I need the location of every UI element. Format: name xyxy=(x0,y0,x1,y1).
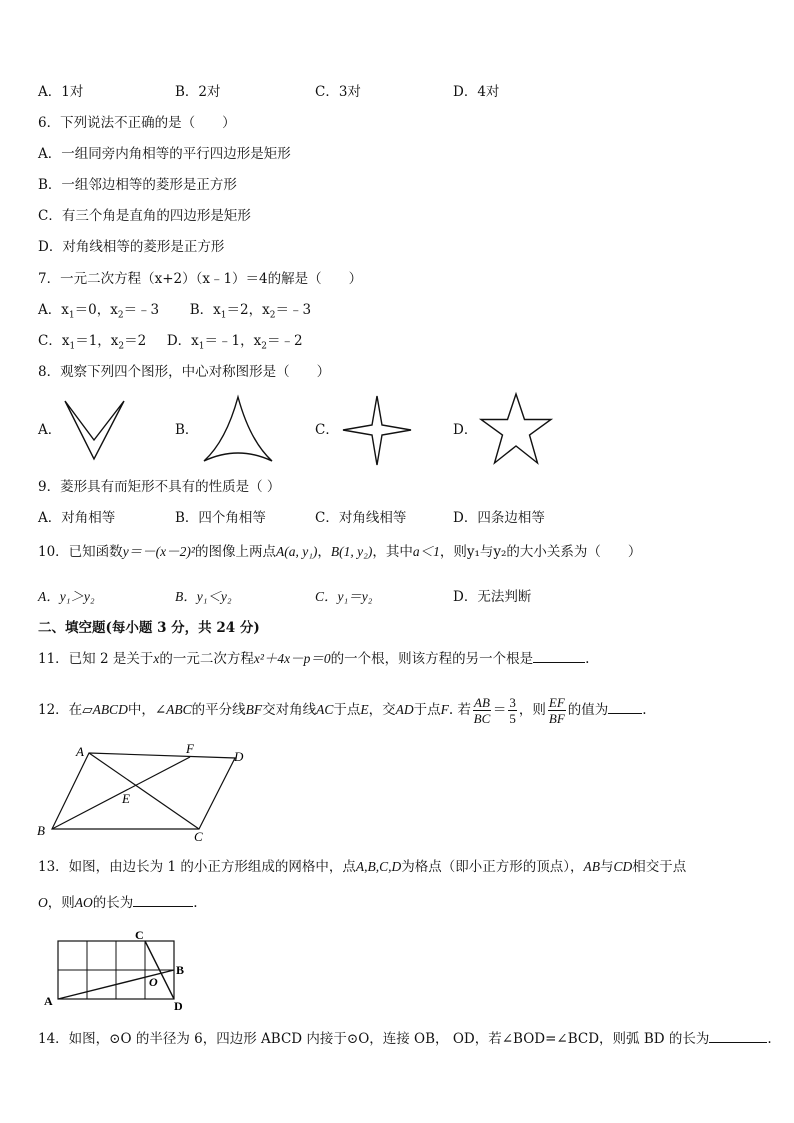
q12-answer-blank[interactable] xyxy=(608,701,642,714)
q7-option-b: B．$x_1=2$，$x_2=﹣3$ xyxy=(189,302,312,321)
q10-option-a: A．y₁＞y₂ xyxy=(38,589,95,604)
q9-option-a: A．对角相等 xyxy=(38,510,116,526)
q6-option-b: B．一组邻边相等的菱形是正方形 xyxy=(38,177,237,193)
q13-label-c: C xyxy=(135,928,144,942)
q8-figure-c-four-point-star xyxy=(338,393,416,468)
q8-label-b: B． xyxy=(175,422,199,438)
q10-stem: 10．已知函数y＝－(x－2)²的图像上两点A(a, y₁)，B(1, y₂)，其中a＜1，则y₁与y₂的大小关系为（ ） xyxy=(38,544,642,560)
q5-option-a: A．1对 xyxy=(38,84,84,100)
q13-label-b: B xyxy=(176,963,185,977)
q9-option-b: B．四个角相等 xyxy=(175,510,266,526)
q5-option-c: C．3对 xyxy=(315,84,361,100)
q8-label-a: A． xyxy=(38,422,62,438)
q8-figure-a-chevron xyxy=(60,396,130,468)
q13-answer-blank[interactable] xyxy=(133,894,193,907)
q10-function: y＝－(x－2)² xyxy=(122,544,195,559)
q7-options-row2 xyxy=(38,332,303,356)
q11-stem: 11．已知 2 是关于x的一元二次方程x²＋4x－p＝0的一个根，则该方程的另一个根是 . xyxy=(38,651,590,667)
q5-option-d: D．4对 xyxy=(453,84,500,100)
q10-condition: a＜1 xyxy=(412,544,440,559)
q11-equation: x²＋4x－p＝0 xyxy=(253,651,331,666)
q8-stem: 8．观察下列四个图形，中心对称图形是（ ） xyxy=(38,364,331,380)
q12-stem: 12．在▱ABCD中，∠ABC的平分线BF交对角线AC于点E，交AD于点F. 若 $\frac{AB}{BC}$ ＝ $\frac{3}{5}$ ，则 $\frac{EF}{BF}$ 的值为 . xyxy=(38,695,647,726)
q12-label-c: C xyxy=(194,829,203,844)
q12-label-b: B xyxy=(37,823,45,838)
q9-stem: 9．菱形具有而矩形不具有的性质是（ ） xyxy=(38,479,281,495)
q12-label-a: A xyxy=(76,744,84,759)
q13-grid-figure xyxy=(36,928,196,1012)
q6-option-a: A．一组同旁内角相等的平行四边形是矩形 xyxy=(38,146,291,162)
q6-option-d: D．对角线相等的菱形是正方形 xyxy=(38,239,225,255)
q12-fraction-ef-bf: $\frac{EF}{BF}$ xyxy=(548,695,565,726)
q12-fraction-ab-bc: $\frac{AB}{BC}$ xyxy=(473,695,491,726)
q7-option-d: D．$x_1=﹣1$，$x_2=﹣2$ xyxy=(166,333,303,352)
section-2-heading: 二、填空题(每小题 3 分，共 24 分) xyxy=(38,620,260,636)
q12-label-f: F xyxy=(186,741,194,756)
q8-label-d: D． xyxy=(453,422,478,438)
q9-option-c: C．对角线相等 xyxy=(315,510,407,526)
q8-figure-d-five-point-star xyxy=(478,391,556,469)
q8-figure-b-curved-triangle xyxy=(198,393,278,468)
q10-point-b: B(1, y₂) xyxy=(330,544,373,559)
q8-label-c: C． xyxy=(315,422,339,438)
q7-stem: 7．一元二次方程（x+2）（x﹣1）＝4的解是（ ） xyxy=(38,271,363,287)
q9-option-d: D．四条边相等 xyxy=(453,510,545,526)
q7-option-a: A．$x_1=0$，$x_2=﹣3$ xyxy=(38,302,160,321)
q7-options-row1 xyxy=(38,301,311,325)
q13-stem-line1: 13．如图，由边长为 1 的小正方形组成的网格中，点A,B,C,D为格点（即小正方形的顶点），AB与CD相交于点 xyxy=(38,859,687,875)
q6-stem: 6．下列说法不正确的是（ ） xyxy=(38,115,236,131)
q13-label-a: A xyxy=(44,994,53,1008)
q10-point-a: A(a, y₁) xyxy=(275,544,318,559)
q10-option-b: B．y₁＜y₂ xyxy=(175,589,232,604)
q12-parallelogram-figure xyxy=(32,738,262,846)
q14-stem: 14．如图，⊙O 的半径为 6，四边形 ABCD 内接于⊙O，连接 OB， OD，若∠BOD=∠BCD，则弧 BD 的长为 . xyxy=(38,1031,772,1047)
q6-option-c: C．有三个角是直角的四边形是矩形 xyxy=(38,208,251,224)
q12-label-e: E xyxy=(122,791,130,806)
q11-answer-blank[interactable] xyxy=(533,650,585,663)
q14-answer-blank[interactable] xyxy=(709,1030,767,1043)
q13-label-o: O xyxy=(149,975,158,989)
q10-option-c: C．y₁＝y₂ xyxy=(315,589,373,604)
q10-option-d: D．无法判断 xyxy=(453,589,532,605)
q12-fraction-3-5: $\frac{3}{5}$ xyxy=(509,695,516,726)
q13-stem-line2: O，则AO的长为 . xyxy=(38,895,198,911)
q12-label-d: D xyxy=(234,749,244,764)
q13-label-d: D xyxy=(174,999,183,1012)
q5-option-b: B．2对 xyxy=(175,84,221,100)
q7-option-c: C．$x_1=1$，$x_2=2$ xyxy=(38,333,147,352)
